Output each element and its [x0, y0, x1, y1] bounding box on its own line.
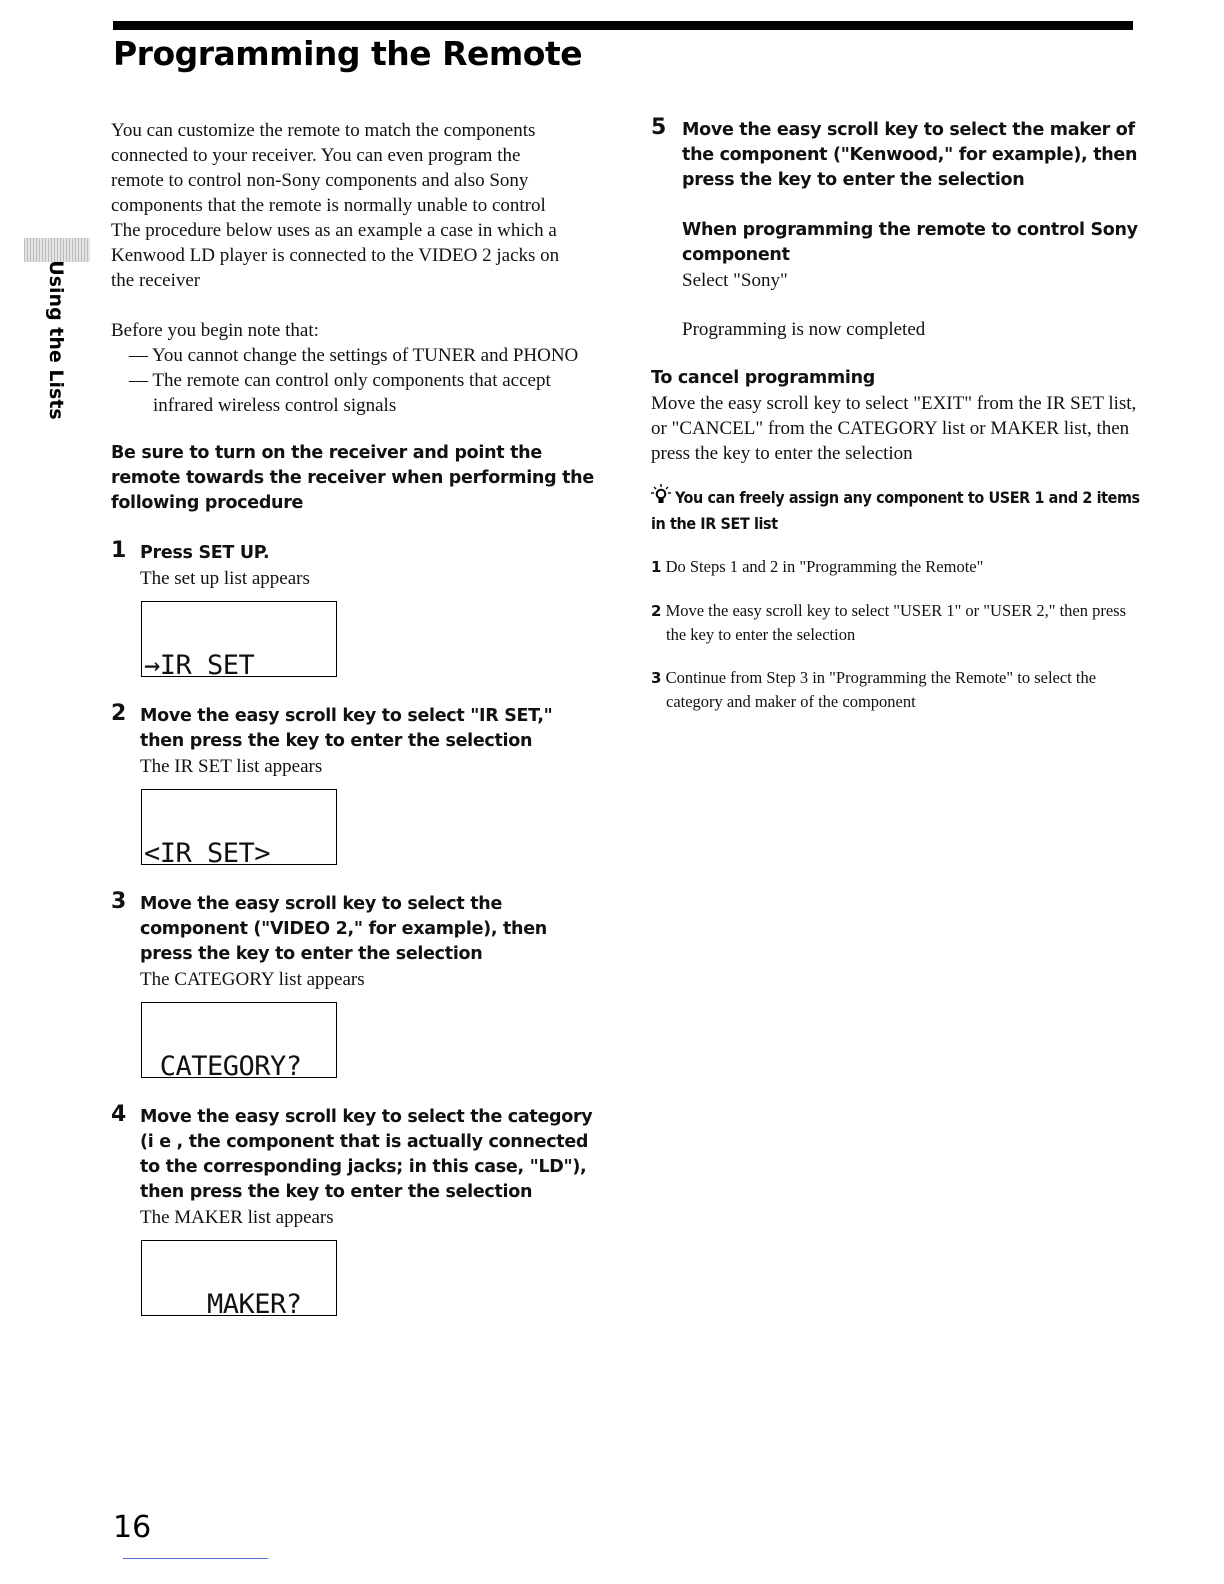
note-item: — The remote can control only components that accept infrared wireless control signals: [129, 370, 551, 416]
footer-rule: [123, 1558, 268, 1559]
step-number: 2: [111, 701, 127, 726]
tip-step: 3 Continue from Step 3 in "Programming the Remote" to select the category and maker of the component: [651, 668, 1097, 711]
step-result: The MAKER list appears: [140, 1207, 334, 1228]
step-number: 5: [651, 115, 667, 140]
note-item: — You cannot change the settings of TUNER and PHONO: [129, 345, 579, 366]
lcd-display: MAKER?: [141, 1240, 337, 1316]
sony-note-heading: When programming the remote to control Sony component: [682, 220, 1138, 265]
step-4: [111, 1102, 601, 1316]
step-instruction: Move the easy scroll key to select the maker of the component ("Kenwood," for example), then press the key to enter the selection: [682, 120, 1138, 190]
cancel-heading: To cancel programming: [651, 368, 876, 388]
side-tab-marker: [24, 238, 90, 262]
step-instruction: Move the easy scroll key to select "IR SET," then press the key to enter the selection: [140, 706, 553, 751]
lightbulb-icon: [651, 484, 671, 512]
note-list: [111, 343, 601, 418]
lcd-display: →IR SET: [141, 601, 337, 677]
lcd-display: <IR SET>: [141, 789, 337, 865]
step-1: [111, 538, 601, 677]
tip-heading: You can freely assign any component to USER 1 and 2 items in the IR SET list: [651, 484, 1141, 535]
left-column: [111, 118, 601, 1316]
page-title: Programming the Remote: [113, 34, 583, 73]
step-instruction: Move the easy scroll key to select the component ("VIDEO 2," for example), then press the key to enter the selection: [140, 894, 547, 964]
step-instruction: Move the easy scroll key to select the category (i e , the component that is actually connected to the corresponding jacks; in this case, "LD"), then press the key to enter the selection: [140, 1107, 593, 1202]
step-number: 1: [111, 538, 127, 563]
completed-text: Programming is now completed: [682, 319, 926, 340]
side-tab-label: Using the Lists: [45, 260, 67, 420]
step-number: 3: [111, 889, 127, 914]
header-rule: [113, 21, 1133, 30]
page-number: 16: [113, 1510, 152, 1545]
sony-note-text: Select "Sony": [682, 270, 788, 291]
intro-paragraph: You can customize the remote to match the components connected to your receiver. You can even program the remote to control non-Sony components and also Sony components that the remote is normally unable to control The procedure below uses as an example a case in which a Kenwood LD player is connected to the VIDEO 2 jacks on the receiver: [111, 120, 560, 291]
lcd-display: CATEGORY?: [141, 1002, 337, 1078]
step-5: [651, 115, 1141, 342]
tip-step: 1 Do Steps 1 and 2 in "Programming the Remote": [651, 557, 984, 576]
step-number: 4: [111, 1102, 127, 1127]
right-column: [651, 115, 1141, 713]
step-result: The IR SET list appears: [140, 756, 323, 777]
tip-step: 2 Move the easy scroll key to select "USER 1" or "USER 2," then press the key to enter the selection: [651, 601, 1127, 644]
step-result: The CATEGORY list appears: [140, 969, 365, 990]
before-title: Before you begin note that:: [111, 320, 319, 341]
step-instruction: Press SET UP.: [140, 543, 270, 563]
warning-text: Be sure to turn on the receiver and point the remote towards the receiver when performing the following procedure: [111, 443, 594, 513]
step-2: [111, 701, 601, 865]
cancel-text: Move the easy scroll key to select "EXIT" from the IR SET list, or "CANCEL" from the CATEGORY list or MAKER list, then press the key to enter the selection: [651, 393, 1137, 464]
step-result: The set up list appears: [140, 568, 310, 589]
step-3: [111, 889, 601, 1078]
